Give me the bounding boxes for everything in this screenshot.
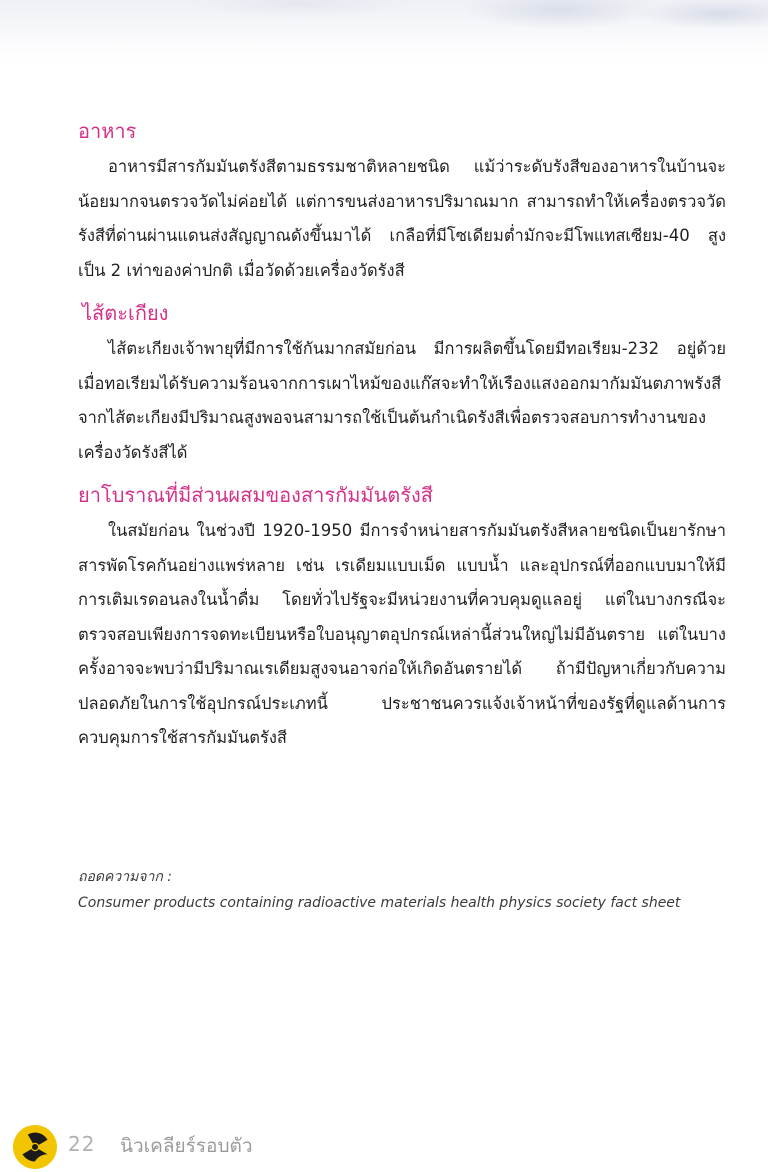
article-content xyxy=(78,116,726,766)
source-citation xyxy=(78,864,738,916)
section-body-radioactive-medicine: ในสมัยก่อน ในช่วงปี 1920-1950 มีการจำหน่ายสารกัมมันตรังสีหลายชนิดเป็นยารักษาสารพัดโรคกันอย่างแพร่หลาย เช่น เรเดียมแบบเม็ด แบบน้ำ และอุปกรณ์ที่ออกแบบมาให้มีการเติมเรดอนลงในน้ำดื่ม โดยทั่วไปรัฐจะมีหน่วยงานที่ควบคุมดูแลอยู่ แต่ในบางกรณีจะตรวจสอบเพียงการจดทะเบียนหรือใบอนุญาตอุปกรณ์เหล่านี้ส่วนใหญ่ไม่มีอันตราย แต่ในบางครั้งอาจจะพบว่ามีปริมาณเรเดียมสูงจนอาจก่อให้เกิดอันตรายได้ ถ้ามีปัญหาเกี่ยวกับความปลอดภัยในการใช้อุปกรณ์ประเภทนี้ ประชาชนควรแจ้งเจ้าหน้าที่ของรัฐที่ดูแลด้านการควบคุมการใช้สารกัมมันตรังสี xyxy=(78,521,726,747)
section-heading-radioactive-medicine: ยาโบราณที่มีส่วนผสมของสารกัมมันตรังสี xyxy=(78,483,433,507)
section-body-lamp-mantle: ไส้ตะเกียงเจ้าพายุที่มีการใช้กันมากสมัยก่อน มีการผลิตขึ้นโดยมีทอเรียม-232 อยู่ด้วย เมื่อทอเรียมได้รับความร้อนจากการเผาไหม้ของแก๊สจะทำให้เรืองแสงออกมากัมมันตภาพรังสีจากไส้ตะเกียงมีปริมาณสูงพอจนสามารถใช้เป็นต้นกำเนิดรังสีเพื่อตรวจสอบการทำงานของเครื่องวัดรังสีได้ xyxy=(78,339,726,462)
section-body-food: อาหารมีสารกัมมันตรังสีตามธรรมชาติหลายชนิด แม้ว่าระดับรังสีของอาหารในบ้านจะน้อยมากจนตรวจวัดไม่ค่อยได้ แต่การขนส่งอาหารปริมาณมาก สามารถทำให้เครื่องตรวจวัดรังสีที่ด่านผ่านแดนส่งสัญญาณดังขึ้นมาได้ เกลือที่มีโซเดียมต่ำมักจะมีโพแทสเซียม-40 สูงเป็น 2 เท่าของค่าปกติ เมื่อวัดด้วยเครื่องวัดรังสี xyxy=(78,157,726,280)
source-text: Consumer products containing radioactive materials health physics society fact sheet xyxy=(78,895,681,911)
source-label: ถอดความจาก : xyxy=(78,869,173,885)
section-heading-food: อาหาร xyxy=(78,119,137,143)
radiation-icon xyxy=(12,1124,58,1170)
header-sky-background xyxy=(0,0,768,60)
magazine-title: นิวเคลียร์รอบตัว xyxy=(120,1135,253,1157)
page-number: 22 xyxy=(68,1132,96,1156)
page-footer xyxy=(0,1118,768,1172)
section-radioactive-medicine xyxy=(78,480,726,756)
section-lamp-mantle xyxy=(78,298,726,470)
section-heading-lamp-mantle: ไส้ตะเกียง xyxy=(82,301,169,325)
section-food xyxy=(78,116,726,288)
